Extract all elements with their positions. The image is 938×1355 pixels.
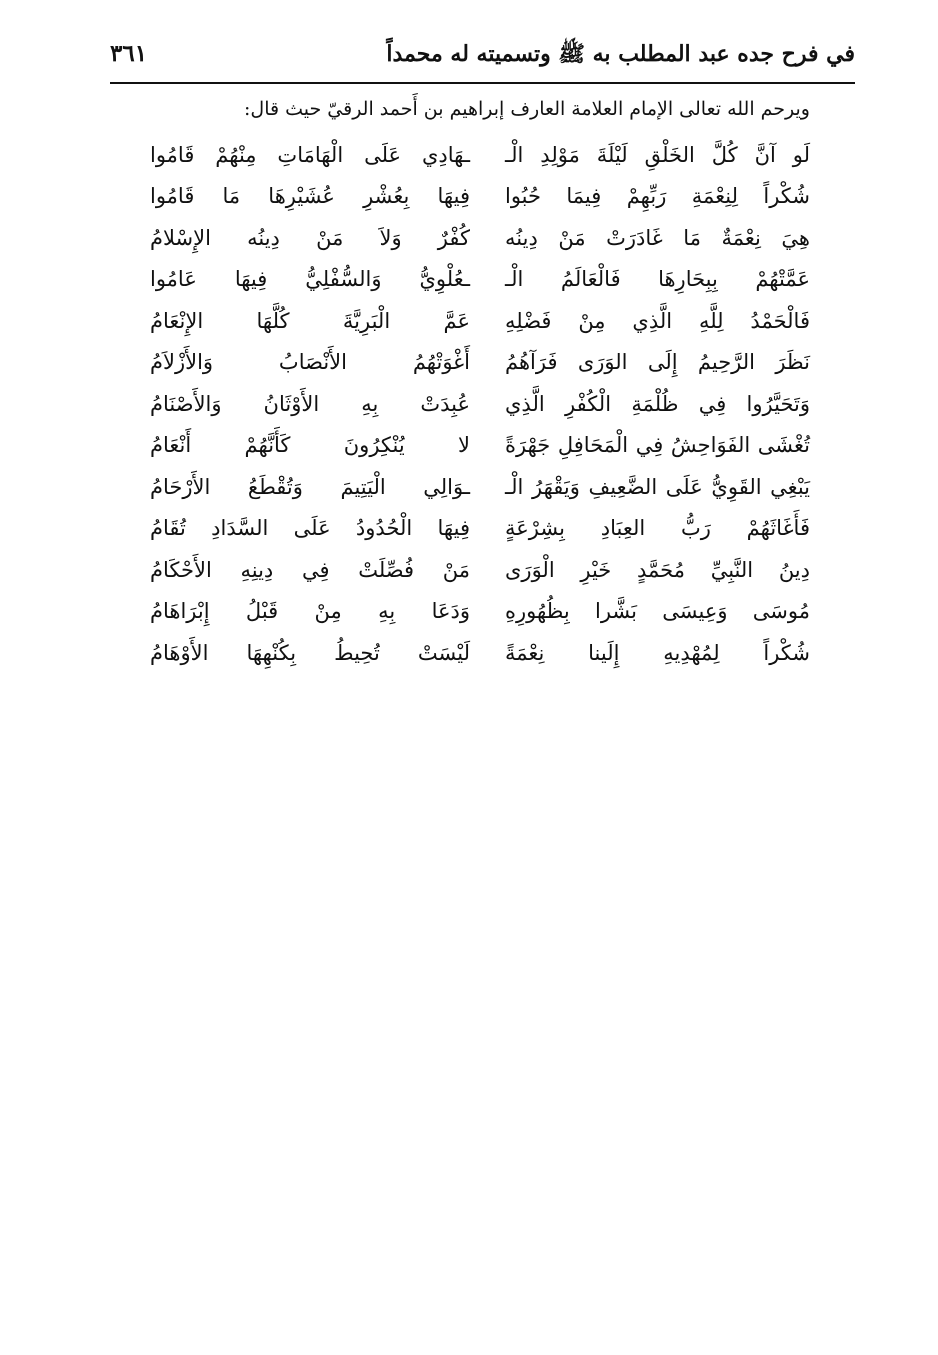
verse-second-hemistich: ـهَادِي عَلَى الْهَامَاتِ مِنْهُمْ قَامُوا xyxy=(150,142,470,167)
verse-first-hemistich: فَالْحَمْدُ لِلَّهِ الَّذِي مِنْ فَضْلِهِ xyxy=(505,308,810,333)
verse-second-hemistich: كُفْرٌ وَلاَ مَنْ دِينُه الإِسْلامُ xyxy=(150,225,470,250)
verse-first-hemistich: شُكْراً لِمُهْدِيهِ إِلَينا نِعْمَةً xyxy=(505,640,810,665)
verse-first-hemistich: وَتَحَيَّرُوا فِي ظُلْمَةِ الْكُفْرِ الَّذِي xyxy=(505,391,810,416)
verse-first-hemistich: دِينُ النَّبِيِّ مُحَمَّدٍ خَيْرِ الْوَرَى xyxy=(505,557,810,582)
verse-second-hemistich: ـوَالِي الْيَتِيمَ وَتُقْطَعُ الأَرْحَامُ xyxy=(150,474,470,499)
intro-line: ويرحم الله تعالى الإمام العلامة العارف إبراهيم بن أَحمد الرقيّ حيث قال: xyxy=(243,98,810,120)
verse-first-hemistich: مُوسَى وَعِيسَى بَشَّرا بِظُهُورِهِ xyxy=(505,599,810,624)
page-number: ٣٦١ xyxy=(110,40,148,67)
header-rule xyxy=(110,82,855,84)
verse xyxy=(150,425,810,467)
verse-first-hemistich: نَظَرَ الرَّحِيمُ إِلَى الوَرَى فَرَآهُمُ xyxy=(505,350,810,375)
verse-first-hemistich: شُكْراً لِنِعْمَةِ رَبِّهِمْ فِيمَا حُبُوا xyxy=(505,184,810,209)
verse-first-hemistich: هِيَ نِعْمَةٌ مَا غَادَرَتْ مَنْ دِينُه xyxy=(505,225,810,250)
verse-first-hemistich: فَأَغَاثَهُمْ رَبُّ العِبَادِ بِشِرْعَةٍ xyxy=(505,516,810,541)
verse xyxy=(150,549,810,591)
verse-second-hemistich: لا يُنْكِرُونَ كَأَنَّهُمْ أَنْعَامُ xyxy=(150,433,470,458)
poem xyxy=(150,134,810,674)
verse xyxy=(150,300,810,342)
verse xyxy=(150,176,810,218)
verse-first-hemistich: عَمَّتْهُمْ بِبِحَارِهَا فَالْعَالَمُ الْـ xyxy=(505,267,810,292)
verse-second-hemistich: عُبِدَتْ بِهِ الأَوْثَانُ وَالأَصْنَامُ xyxy=(150,391,470,416)
verse xyxy=(150,632,810,674)
verse-second-hemistich: لَيْسَتْ تُحِيطُ بِكُنْهِهَا الأَوْهَامُ xyxy=(150,640,470,665)
verse-second-hemistich: وَدَعَا بِهِ مِنْ قَبْلُ إِبْرَاهَامُ xyxy=(150,599,470,624)
verse xyxy=(150,591,810,633)
verse xyxy=(150,259,810,301)
verse-second-hemistich: عَمَّ الْبَرِيَّةَ كُلَّهَا الإِنْعَامُ xyxy=(150,308,470,333)
verse-second-hemistich: أَغْوَتْهُمُ الأَنْصَابُ وَالأَزْلاَمُ xyxy=(150,350,470,375)
verse xyxy=(150,508,810,550)
verse-second-hemistich: فِيهَا بِعُشْرِ عُشَيْرِهَا مَا قَامُوا xyxy=(150,184,470,209)
verse xyxy=(150,217,810,259)
verse xyxy=(150,383,810,425)
verse xyxy=(150,466,810,508)
verse-second-hemistich: فِيهَا الْحُدُودُ عَلَى السَّدَادِ تُقَامُ xyxy=(150,516,470,541)
verse-second-hemistich: مَنْ فُصِّلَتْ فِي دِينِهِ الأَحْكَامُ xyxy=(150,557,470,582)
verse-second-hemistich: ـعُلْوِيُّ وَالسُّفْلِيُّ فِيهَا عَامُوا xyxy=(150,267,470,292)
verse xyxy=(150,134,810,176)
running-title: في فرح جده عبد المطلب به ﷺ وتسميته له محمداً xyxy=(386,41,855,67)
verse-first-hemistich: يَبْغِي القَوِيُّ عَلَى الضَّعِيفِ وَيَقْهَرُ الْـ xyxy=(505,474,810,499)
verse xyxy=(150,342,810,384)
page-header xyxy=(110,38,855,82)
verse-first-hemistich: تُغْشَى الفَوَاحِشُ فِي الْمَحَافِلِ جَهْرَةً xyxy=(505,433,810,458)
verse-first-hemistich: لَو آنَّ كُلَّ الخَلْقِ لَيْلَةَ مَوْلِدِ الْـ xyxy=(505,142,810,167)
